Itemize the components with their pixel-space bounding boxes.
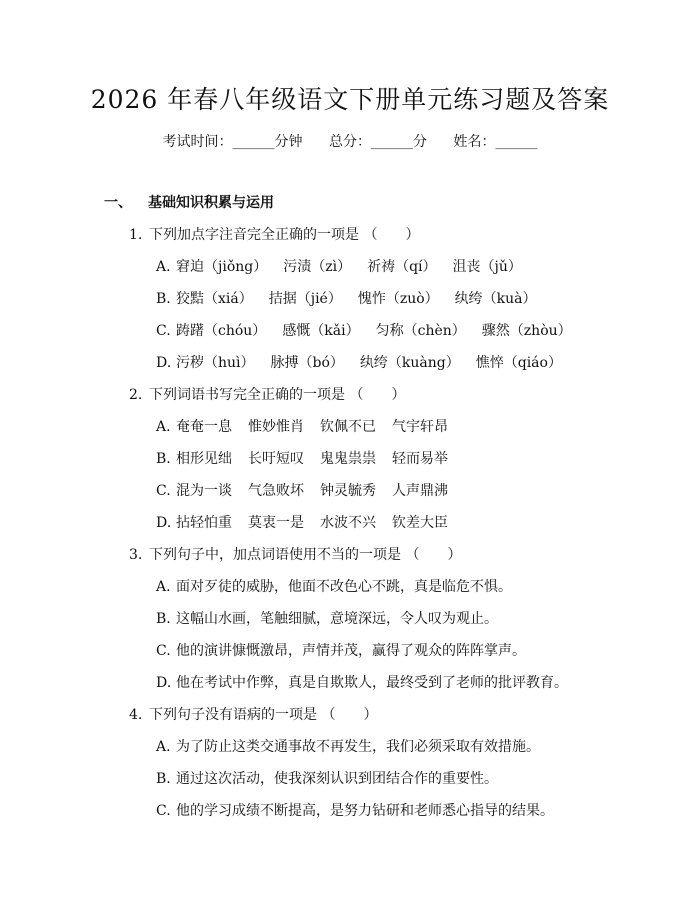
option-word: 莫衷一是 bbox=[248, 515, 304, 531]
question-text: 下列句子没有语病的一项是 （ ） bbox=[149, 707, 378, 723]
option-sentence: 面对歹徒的威胁，他面不改色心不跳，真是临危不惧。 bbox=[176, 579, 512, 595]
option-label: C. bbox=[156, 483, 171, 499]
option-label: B. bbox=[156, 611, 171, 627]
option-word: 轻而易举 bbox=[392, 451, 448, 467]
option-word: 相形见绌 bbox=[176, 451, 232, 467]
option-sentence: 为了防止这类交通事故不再发生，我们必须采取有效措施。 bbox=[176, 739, 540, 755]
option-3a bbox=[156, 576, 512, 596]
question-number: 1. bbox=[129, 227, 143, 243]
option-4a bbox=[156, 736, 540, 756]
option-word: 沮丧（jǔ） bbox=[452, 259, 522, 275]
option-word: 奄奄一息 bbox=[176, 419, 232, 435]
option-label: B. bbox=[156, 451, 171, 467]
option-4c bbox=[156, 800, 554, 820]
question-1 bbox=[129, 224, 419, 244]
option-word: 气急败坏 bbox=[248, 483, 304, 499]
option-label: C. bbox=[156, 803, 171, 819]
option-word: 惟妙惟肖 bbox=[248, 419, 304, 435]
option-1a bbox=[156, 256, 538, 276]
option-word: 匀称（chèn） bbox=[375, 323, 466, 339]
option-3b bbox=[156, 608, 498, 628]
option-word: 混为一谈 bbox=[176, 483, 232, 499]
question-number: 3. bbox=[129, 547, 143, 563]
option-label: A. bbox=[156, 419, 171, 435]
option-1b bbox=[156, 288, 553, 308]
student-name-field: 姓名：______ bbox=[453, 134, 538, 150]
option-label: C. bbox=[156, 643, 171, 659]
question-4 bbox=[129, 704, 377, 724]
option-2b bbox=[156, 448, 464, 468]
option-label: A. bbox=[156, 579, 171, 595]
option-word: 窘迫（jiǒng） bbox=[176, 259, 268, 275]
option-word: 人声鼎沸 bbox=[392, 483, 448, 499]
option-1d bbox=[156, 352, 578, 372]
option-2c bbox=[156, 480, 464, 500]
option-2a bbox=[156, 416, 464, 436]
option-word: 钦差大臣 bbox=[392, 515, 448, 531]
option-word: 拮据（jié） bbox=[268, 291, 342, 307]
option-label: A. bbox=[156, 259, 171, 275]
option-label: D. bbox=[156, 355, 172, 371]
exam-meta bbox=[0, 131, 700, 151]
option-label: D. bbox=[156, 675, 172, 691]
option-label: B. bbox=[156, 771, 171, 787]
option-sentence: 他的学习成绩不断提高，是努力钻研和老师悉心指导的结果。 bbox=[176, 803, 554, 819]
option-word: 污秽（huì） bbox=[176, 355, 255, 371]
question-text: 下列词语书写完全正确的一项是 （ ） bbox=[149, 387, 406, 403]
option-sentence: 他的演讲慷慨激昂，声情并茂，赢得了观众的阵阵掌声。 bbox=[176, 643, 526, 659]
question-3 bbox=[129, 544, 461, 564]
question-number: 4. bbox=[129, 707, 143, 723]
option-word: 愧怍（zuò） bbox=[357, 291, 439, 307]
option-word: 纨绔（kuà） bbox=[454, 291, 537, 307]
option-word: 憔悴（qiáo） bbox=[475, 355, 562, 371]
section-title: 基础知识积累与运用 bbox=[148, 195, 274, 211]
option-word: 踌躇（chóu） bbox=[176, 323, 267, 339]
option-label: B. bbox=[156, 291, 171, 307]
section-heading bbox=[104, 192, 274, 212]
option-label: C. bbox=[156, 323, 171, 339]
option-sentence: 这幅山水画，笔触细腻，意境深远，令人叹为观止。 bbox=[176, 611, 498, 627]
option-2d bbox=[156, 512, 464, 532]
question-2 bbox=[129, 384, 405, 404]
question-text: 下列加点字注音完全正确的一项是 （ ） bbox=[149, 227, 420, 243]
option-word: 纨绔（kuàng） bbox=[359, 355, 460, 371]
option-word: 长吁短叹 bbox=[248, 451, 304, 467]
option-label: A. bbox=[156, 739, 171, 755]
option-word: 祈祷（qí） bbox=[367, 259, 437, 275]
page-title: 2026 年春八年级语文下册单元练习题及答案 bbox=[90, 85, 610, 114]
question-number: 2. bbox=[129, 387, 143, 403]
option-3c bbox=[156, 640, 526, 660]
option-word: 拈轻怕重 bbox=[176, 515, 232, 531]
option-3d bbox=[156, 672, 568, 692]
option-word: 污渍（zì） bbox=[283, 259, 352, 275]
total-score-field: 总分：______分 bbox=[329, 134, 427, 150]
option-4b bbox=[156, 768, 498, 788]
option-word: 感慨（kǎi） bbox=[282, 323, 360, 339]
option-word: 鬼鬼祟祟 bbox=[320, 451, 376, 467]
option-label: D. bbox=[156, 515, 172, 531]
option-word: 钦佩不已 bbox=[320, 419, 376, 435]
option-word: 狡黠（xiá） bbox=[176, 291, 253, 307]
section-number: 一、 bbox=[104, 195, 132, 211]
option-1c bbox=[156, 320, 588, 340]
option-word: 骤然（zhòu） bbox=[481, 323, 572, 339]
option-word: 水波不兴 bbox=[320, 515, 376, 531]
option-sentence: 通过这次活动，使我深刻认识到团结合作的重要性。 bbox=[176, 771, 498, 787]
option-sentence: 他在考试中作弊，真是自欺欺人，最终受到了老师的批评教育。 bbox=[176, 675, 568, 691]
option-word: 气宇轩昂 bbox=[392, 419, 448, 435]
question-text: 下列句子中，加点词语使用不当的一项是 （ ） bbox=[149, 547, 462, 563]
option-word: 钟灵毓秀 bbox=[320, 483, 376, 499]
option-word: 脉搏（bó） bbox=[270, 355, 344, 371]
exam-time-field: 考试时间：______分钟 bbox=[162, 134, 303, 150]
